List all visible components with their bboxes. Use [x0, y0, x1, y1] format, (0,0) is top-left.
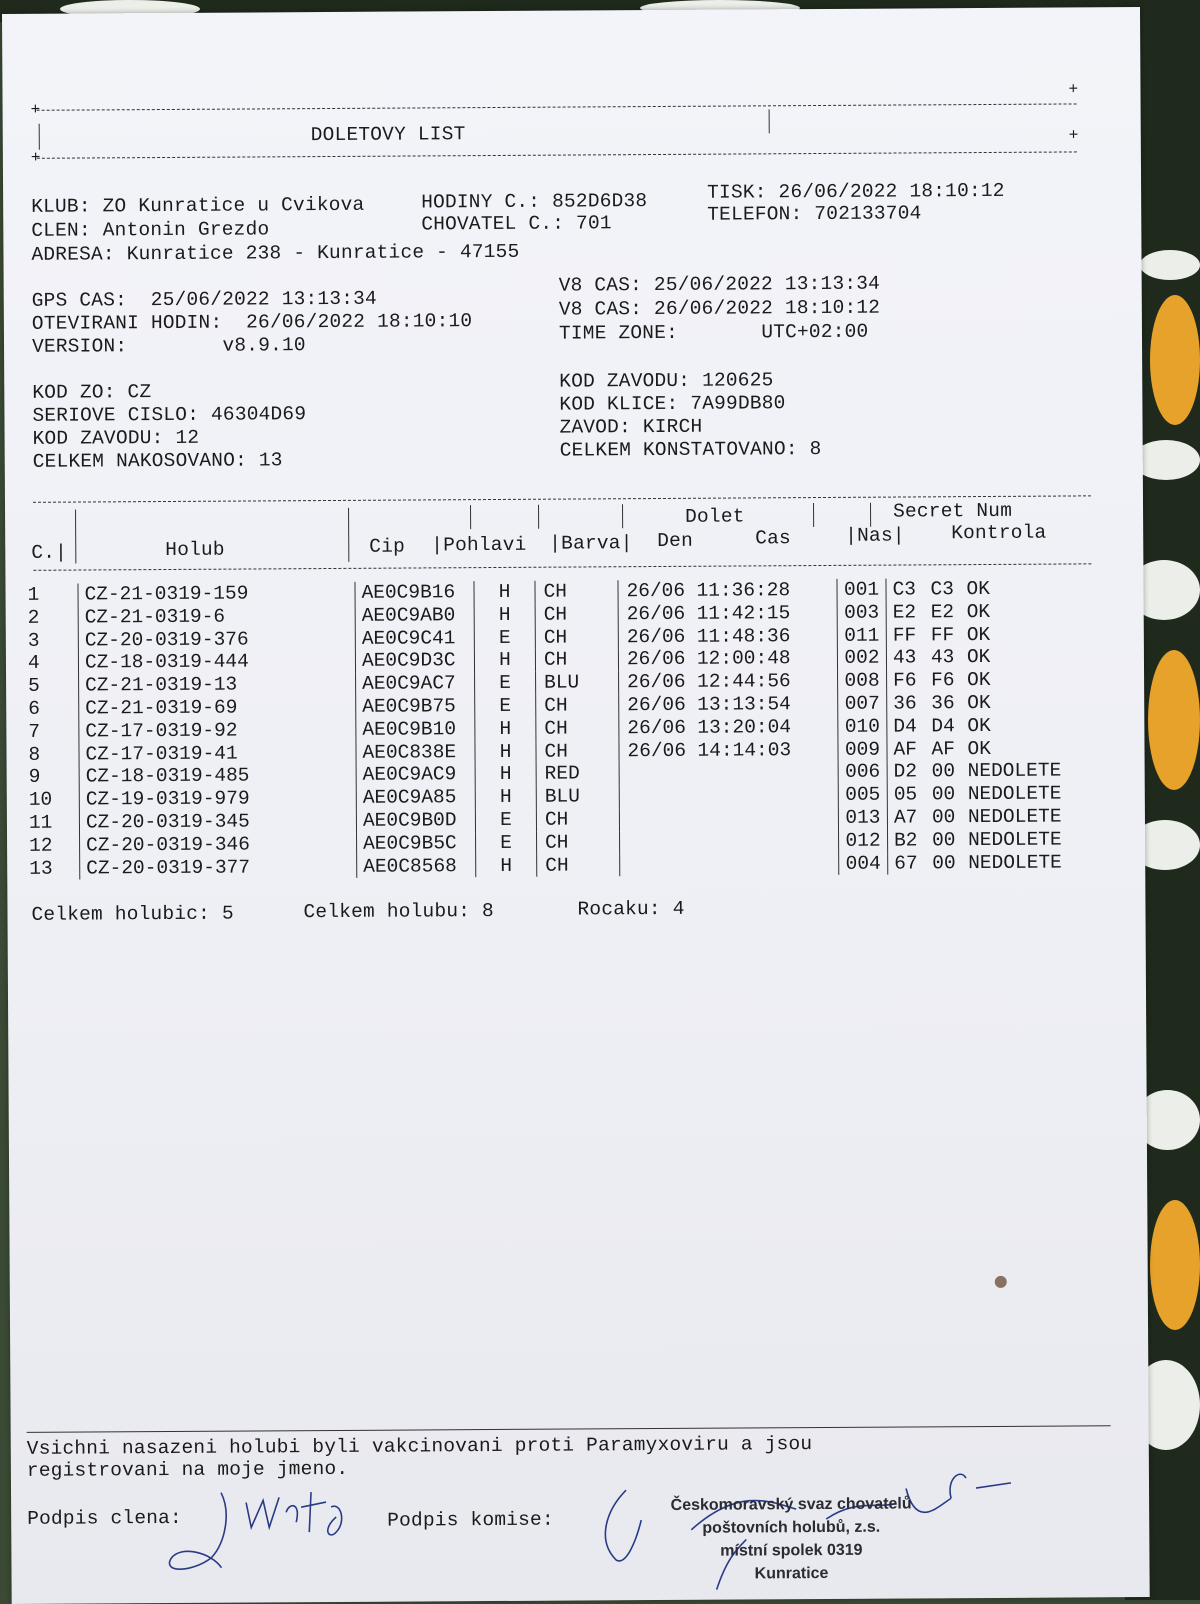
arrival-day: 26/06: [618, 580, 697, 603]
arrival-day: [619, 762, 698, 785]
secret-code-1: C3: [886, 578, 931, 601]
basket-order: 011: [837, 624, 886, 647]
bird-sex: H: [474, 649, 535, 672]
secret-code-1: 36: [887, 692, 932, 715]
time-zone: TIME ZONE: UTC+02:00: [558, 320, 869, 345]
arrival-time: [698, 807, 839, 831]
bird-sex: E: [474, 626, 535, 649]
address: ADRESA: Kunratice 238 - Kunratice - 47155: [31, 240, 520, 266]
basket-order: 008: [838, 670, 887, 693]
corner-mark: +: [30, 100, 41, 119]
row-number: 5: [28, 674, 40, 698]
header-divider: [622, 504, 623, 528]
check-status: OK: [967, 669, 991, 692]
version: VERSION: v8.9.10: [31, 334, 306, 358]
total-cocks: Celkem holubu: 8: [303, 900, 494, 924]
v8-time-1: V8 CAS: 25/06/2022 13:13:34: [558, 272, 881, 297]
secret-code-1: FF: [886, 624, 931, 647]
check-status: OK: [967, 714, 991, 737]
check-status: OK: [966, 646, 991, 669]
bird-sex: H: [474, 604, 535, 627]
arrival-time: [698, 784, 839, 808]
secret-code-1: 67: [888, 852, 933, 875]
secret-code-2: 36: [931, 692, 955, 715]
header-divider: [348, 508, 349, 562]
key-code: KOD KLICE: 7A99DB80: [559, 392, 786, 416]
check-status: OK: [966, 577, 991, 601]
footer-rule: [27, 1425, 1111, 1433]
chip-id: AE0C9C41: [355, 627, 474, 651]
member-name: CLEN: Antonin Grezdo: [31, 218, 270, 242]
secret-code-2: D4: [931, 714, 955, 738]
bird-ring-number: CZ-21-0319-159: [78, 582, 355, 606]
row-number: 6: [28, 697, 41, 720]
check-status: NEDOLETE: [967, 828, 1062, 851]
basket-order: 005: [838, 784, 887, 807]
secret-code-2: 00: [931, 828, 956, 852]
basket-order: 003: [837, 601, 886, 624]
v8-time-2: V8 CAS: 26/06/2022 18:10:12: [558, 296, 881, 321]
bird-ring-number: CZ-19-0319-979: [79, 787, 356, 811]
arrival-day: 26/06: [619, 739, 698, 762]
chip-id: AE0C9B0D: [356, 809, 475, 833]
bird-ring-number: CZ-18-0319-485: [79, 764, 356, 788]
total-yearlings: Rocaku: 4: [577, 897, 685, 921]
chip-id: AE0C9B10: [356, 718, 475, 742]
secret-code-2: 00: [931, 760, 956, 783]
document-title: DOLETOVY LIST: [310, 123, 466, 147]
arrival-day: 26/06: [618, 648, 697, 671]
check-status: NEDOLETE: [967, 759, 1062, 783]
check-status: NEDOLETE: [967, 805, 1062, 829]
clock-number: HODINY C.: 852D6D38: [421, 190, 648, 214]
bird-ring-number: CZ-17-0319-41: [79, 741, 356, 765]
chip-id: AE0C9AC7: [356, 672, 475, 696]
vaccination-statement-line2: registrovani na moje jmeno.: [26, 1457, 349, 1482]
phone-number: TELEFON: 702133704: [707, 202, 922, 226]
row-number: 9: [28, 766, 41, 789]
row-number: 2: [27, 606, 40, 629]
arrival-day: [619, 785, 698, 808]
header-time: Cas: [755, 527, 792, 550]
secret-code-1: D2: [887, 761, 932, 784]
arrival-day: 26/06: [619, 671, 698, 694]
header-bird: Holub: [165, 538, 225, 562]
header-chip: Cip: [369, 535, 406, 558]
bird-color: CH: [536, 808, 619, 831]
bird-sex: H: [476, 854, 537, 877]
serial-number: SERIOVE CISLO: 46304D69: [32, 403, 307, 427]
check-status: NEDOLETE: [968, 851, 1062, 874]
chip-id: AE0C8568: [357, 855, 476, 879]
bird-color: CH: [537, 831, 620, 854]
arrival-day: [619, 808, 698, 831]
arrival-time: 13:20:04: [697, 715, 792, 739]
secret-code-1: F6: [887, 670, 932, 693]
arrival-time: 11:48:36: [696, 624, 791, 648]
secret-code-1: AF: [887, 738, 932, 761]
secret-code-2: C3: [930, 578, 955, 601]
org-code: KOD ZO: CZ: [32, 381, 152, 404]
secret-code-2: 43: [930, 646, 955, 669]
basket-order: 002: [837, 647, 886, 670]
basket-order: 006: [838, 761, 887, 784]
row-number: 8: [28, 743, 41, 766]
race-code-short: KOD ZAVODU: 12: [32, 426, 200, 450]
arrival-time: 14:14:03: [697, 738, 792, 762]
bird-sex: H: [475, 786, 536, 809]
total-basketed: CELKEM NAKOSOVANO: 13: [32, 449, 283, 473]
header-check: Kontrola: [951, 521, 1047, 545]
corner-mark: +: [1068, 126, 1079, 145]
chip-id: AE0C838E: [356, 741, 475, 765]
header-number: C.|: [31, 541, 68, 564]
daisy-petal: [1140, 250, 1200, 280]
row-number: 11: [28, 811, 53, 834]
chip-id: AE0C9AB0: [355, 604, 474, 628]
chip-id: AE0C9D3C: [355, 650, 474, 674]
check-status: OK: [966, 600, 991, 623]
arrival-time: 11:36:28: [696, 579, 791, 602]
check-status: OK: [966, 623, 991, 646]
secret-code-2: F6: [931, 669, 955, 692]
bird-color: CH: [535, 626, 618, 649]
bird-color: BLU: [536, 671, 619, 694]
header-arrival: Dolet: [685, 505, 745, 528]
bird-ring-number: CZ-20-0319-377: [80, 855, 357, 879]
row-number: 4: [27, 652, 40, 675]
bird-sex: E: [475, 695, 536, 718]
bird-ring-number: CZ-17-0319-92: [79, 719, 356, 743]
arrival-day: [620, 831, 699, 854]
bird-sex: H: [475, 718, 536, 741]
corner-mark: +: [30, 148, 41, 167]
check-status: OK: [967, 691, 991, 715]
arrival-time: [698, 830, 839, 854]
bird-color: CH: [536, 740, 619, 763]
stamp-line: Českomoravský svaz chovatelů: [670, 1495, 912, 1514]
header-secret-num: Secret Num: [892, 499, 1013, 523]
header-divider: [538, 505, 539, 529]
row-number: 10: [28, 788, 53, 812]
row-number: 3: [27, 629, 40, 652]
row-number: 7: [28, 720, 41, 743]
basket-order: 010: [838, 715, 887, 738]
bird-color: CH: [537, 854, 620, 877]
basket-order: 007: [838, 693, 887, 716]
chip-id: AE0C9B5C: [357, 832, 476, 856]
arrival-day: [620, 853, 699, 876]
race-name: ZAVOD: KIRCH: [559, 415, 703, 439]
secret-code-1: B2: [887, 829, 932, 852]
arrival-day: 26/06: [618, 603, 697, 626]
arrival-time: 12:00:48: [696, 647, 791, 671]
bird-sex: H: [475, 763, 536, 786]
daisy-center: [1148, 650, 1200, 790]
commission-signature-label: Podpis komise:: [387, 1508, 554, 1532]
daisy-center: [1150, 295, 1200, 425]
title-left-border: [39, 124, 40, 150]
secret-code-2: 00: [931, 783, 956, 806]
basket-order: 013: [838, 807, 887, 830]
arrival-day: 26/06: [619, 694, 698, 717]
header-divider: [75, 510, 76, 564]
basket-order: 009: [838, 738, 887, 761]
bird-ring-number: CZ-21-0319-69: [79, 696, 356, 720]
member-signature: [151, 1472, 372, 1583]
arrival-time: 13:13:54: [697, 693, 791, 716]
chip-id: AE0C9AC9: [356, 763, 475, 787]
club-name: KLUB: ZO Kunratice u Cvikova: [31, 193, 365, 218]
secret-code-1: 05: [887, 784, 932, 807]
bird-ring-number: CZ-21-0319-6: [78, 605, 355, 629]
member-signature-label: Podpis clena:: [27, 1506, 182, 1530]
arrival-time: 11:42:15: [696, 601, 791, 625]
arrival-time: [698, 761, 839, 785]
breeder-number: CHOVATEL C.: 701: [421, 212, 612, 236]
secret-code-2: FF: [930, 623, 955, 646]
header-sex: |Pohlavi: [431, 533, 527, 557]
check-status: NEDOLETE: [967, 782, 1062, 806]
bird-sex: E: [476, 832, 537, 855]
bird-ring-number: CZ-20-0319-376: [78, 627, 355, 651]
title-right-border: [769, 109, 770, 133]
bird-color: CH: [536, 717, 619, 740]
race-sheet: [2, 7, 1150, 1604]
bird-color: CH: [535, 649, 618, 672]
header-day: Den: [657, 529, 694, 553]
daisy-center: [1150, 1200, 1200, 1330]
chip-id: AE0C9A85: [356, 786, 475, 810]
secret-code-1: D4: [887, 715, 932, 738]
secret-code-2: E2: [930, 600, 955, 624]
header-divider: [870, 503, 871, 527]
gps-time: GPS CAS: 25/06/2022 13:13:34: [31, 287, 377, 312]
clock-opening-time: OTEVIRANI HODIN: 26/06/2022 18:10:10: [31, 310, 473, 335]
header-basket-order: |Nas|: [845, 524, 905, 547]
bird-sex: E: [475, 809, 536, 832]
row-number: 13: [29, 857, 53, 880]
bird-color: CH: [535, 580, 618, 603]
title-bottom-border: [37, 151, 1077, 158]
bird-ring-number: CZ-20-0319-345: [79, 810, 356, 834]
stamp-line: Kunratice: [754, 1564, 829, 1583]
title-top-border: [37, 103, 1077, 110]
secret-code-2: 00: [931, 806, 956, 829]
paper-spot: [995, 1276, 1007, 1288]
bird-color: RED: [536, 763, 619, 786]
chip-id: AE0C9B75: [356, 695, 475, 719]
association-stamp: [651, 1492, 932, 1586]
race-code: KOD ZAVODU: 120625: [559, 369, 774, 393]
arrival-time: [698, 852, 839, 876]
header-divider: [470, 505, 471, 529]
secret-code-1: 43: [886, 647, 931, 670]
secret-code-1: E2: [886, 601, 931, 624]
row-number: 1: [27, 583, 40, 606]
bird-color: CH: [536, 694, 619, 717]
total-hens: Celkem holubic: 5: [31, 902, 234, 926]
secret-code-2: 00: [932, 851, 956, 874]
corner-mark: +: [1068, 80, 1079, 99]
arrival-day: 26/06: [619, 717, 698, 740]
print-time: TISK: 26/06/2022 18:10:12: [707, 179, 1005, 204]
bird-color: CH: [535, 603, 618, 626]
bird-ring-number: CZ-21-0319-13: [79, 673, 356, 697]
bird-ring-number: CZ-18-0319-444: [78, 650, 355, 674]
secret-code-1: A7: [887, 806, 932, 829]
bird-sex: H: [474, 581, 535, 604]
header-divider: [813, 503, 814, 527]
bird-sex: H: [475, 740, 536, 763]
secret-code-2: AF: [931, 737, 955, 760]
chip-id: AE0C9B16: [355, 581, 474, 605]
arrival-time: 12:44:56: [697, 670, 791, 693]
total-clocked: CELKEM KONSTATOVANO: 8: [559, 438, 822, 462]
basket-order: 012: [838, 829, 887, 852]
bird-color: BLU: [536, 785, 619, 808]
stamp-line: poštovních holubů, z.s.: [702, 1518, 881, 1537]
birds-table: [27, 577, 1098, 880]
check-status: OK: [967, 737, 991, 760]
stamp-line: místní spolek 0319: [720, 1541, 863, 1560]
bird-ring-number: CZ-20-0319-346: [80, 833, 357, 857]
header-color: |Barva|: [549, 532, 633, 555]
row-number: 12: [29, 834, 53, 857]
vaccination-statement-line1: Vsichni nasazeni holubi byli vakcinovani proti Paramyxoviru a jsou: [26, 1433, 813, 1460]
table-header-bottom-border: [33, 563, 1091, 570]
arrival-day: 26/06: [618, 625, 697, 648]
basket-order: 001: [837, 579, 886, 602]
basket-order: 004: [839, 852, 888, 875]
bird-sex: E: [475, 672, 536, 695]
